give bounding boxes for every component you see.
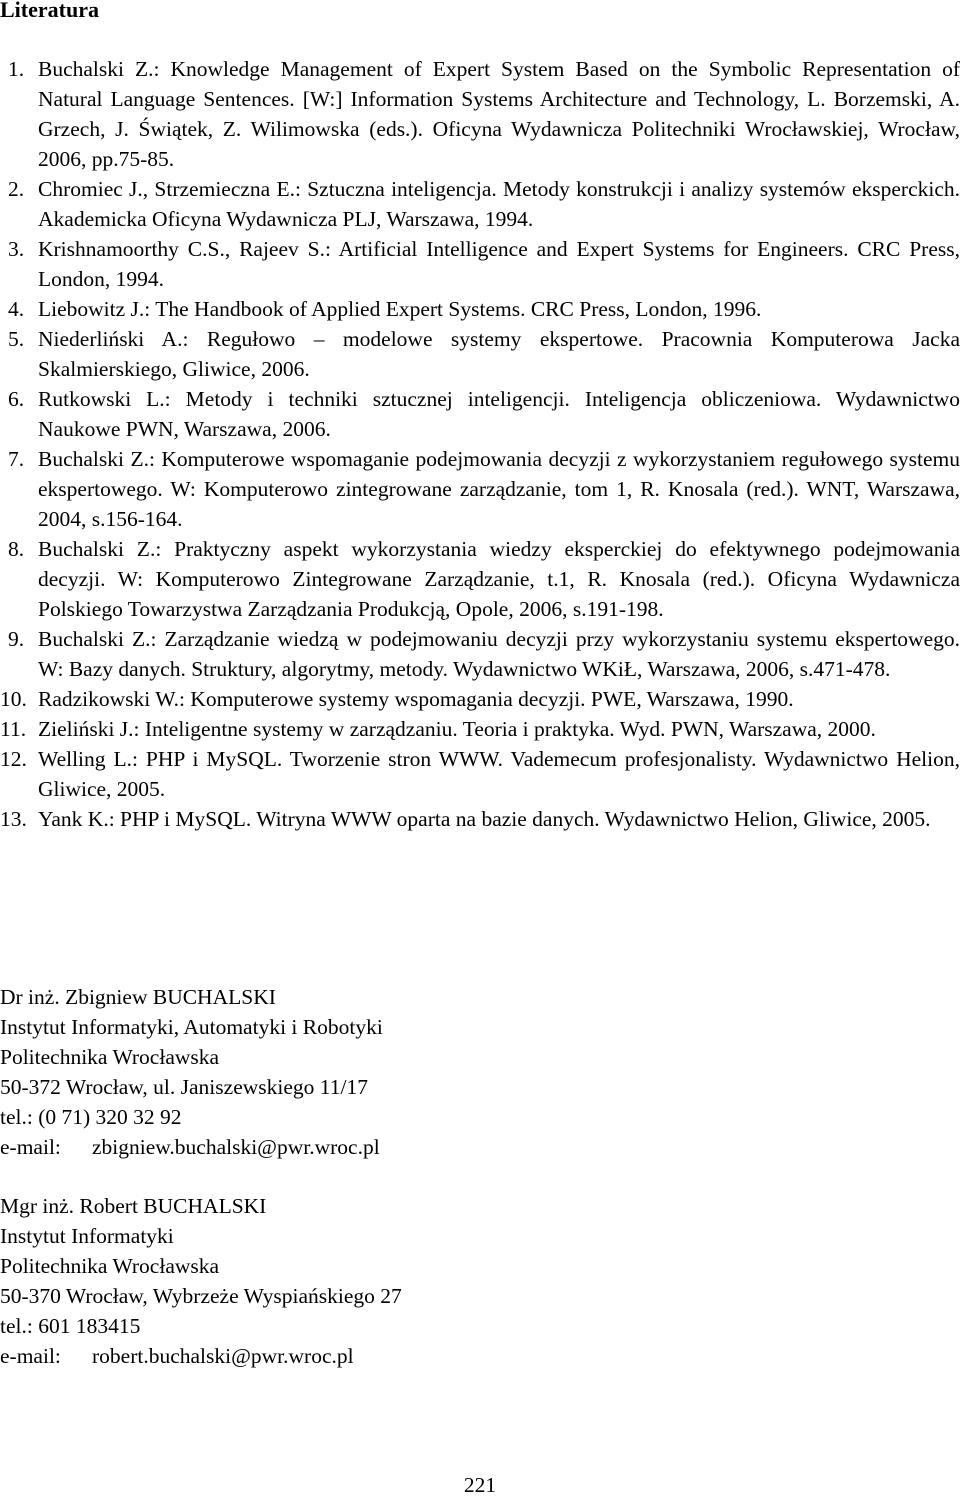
reference-number: 4.: [8, 297, 25, 321]
author-name: Mgr inż. Robert BUCHALSKI: [0, 1194, 267, 1218]
reference-text: Niederliński A.: Regułowo – modelowe systemy ekspertowe. Pracownia Komputerowa Jacka Skalmierskiego, Gliwice, 2006.: [38, 327, 960, 381]
email-label: e-mail:: [0, 1135, 61, 1159]
reference-text: Buchalski Z.: Komputerowe wspomaganie podejmowania decyzji z wykorzystaniem regułowego systemu ekspertowego. W: Komputerowo zintegrowane zarządzanie, tom 1, R. Knosala (red.). WNT, Warszawa, 2004, s.156-164.: [38, 447, 960, 531]
reference-item: [0, 684, 960, 714]
author-info-1: [0, 982, 960, 1162]
reference-text: Rutkowski L.: Metody i techniki sztucznej inteligencji. Inteligencja obliczeniowa. Wydawnictwo Naukowe PWN, Warszawa, 2006.: [38, 387, 960, 441]
author-institute: Instytut Informatyki: [0, 1224, 174, 1248]
reference-number: 11.: [0, 717, 27, 741]
reference-item: [0, 714, 960, 744]
author-address: 50-370 Wrocław, Wybrzeże Wyspiańskiego 27: [0, 1284, 402, 1308]
reference-item: [0, 294, 960, 324]
reference-number: 6.: [8, 387, 25, 411]
author-university: Politechnika Wrocławska: [0, 1045, 220, 1069]
reference-item: [0, 384, 960, 444]
reference-text: Yank K.: PHP i MySQL. Witryna WWW oparta na bazie danych. Wydawnictwo Helion, Gliwice, 2005.: [38, 807, 931, 831]
page-number: 221: [463, 1473, 497, 1497]
author-address: 50-372 Wrocław, ul. Janiszewskiego 11/17: [0, 1075, 368, 1099]
author-info-2: [0, 1191, 960, 1371]
reference-text: Liebowitz J.: The Handbook of Applied Expert Systems. CRC Press, London, 1996.: [38, 297, 762, 321]
reference-number: 9.: [8, 627, 25, 651]
author-email-line: [0, 1341, 960, 1371]
reference-text: Krishnamoorthy C.S., Rajeev S.: Artificial Intelligence and Expert Systems for Engineers. CRC Press, London, 1994.: [38, 237, 960, 291]
reference-text: Welling L.: PHP i MySQL. Tworzenie stron WWW. Vademecum profesjonalisty. Wydawnictwo Helion, Gliwice, 2005.: [38, 747, 960, 801]
reference-list: [0, 54, 960, 834]
reference-text: Buchalski Z.: Knowledge Management of Expert System Based on the Symbolic Representation of Natural Language Sentences. [W:] Information Systems Architecture and Technology, L. Borzemski, A. Grzech, J. Świątek, Z. Wilimowska (eds.). Oficyna Wydawnicza Politechniki Wrocławskiej, Wrocław, 2006, pp.75-85.: [38, 57, 960, 171]
reference-item: [0, 324, 960, 384]
reference-item: [0, 744, 960, 804]
reference-item: [0, 174, 960, 234]
reference-number: 10.: [0, 687, 27, 711]
reference-item: [0, 234, 960, 294]
reference-text: Radzikowski W.: Komputerowe systemy wspomagania decyzji. PWE, Warszawa, 1990.: [38, 687, 794, 711]
reference-number: 12.: [0, 747, 27, 771]
reference-number: 7.: [8, 447, 25, 471]
reference-item: [0, 54, 960, 174]
reference-text: Zieliński J.: Inteligentne systemy w zarządzaniu. Teoria i praktyka. Wyd. PWN, Warszawa, 2000.: [38, 717, 876, 741]
author-email: robert.buchalski@pwr.wroc.pl: [92, 1344, 354, 1368]
author-university: Politechnika Wrocławska: [0, 1254, 220, 1278]
reference-text: Buchalski Z.: Zarządzanie wiedzą w podejmowaniu decyzji przy wykorzystaniu systemu ekspertowego. W: Bazy danych. Struktury, algorytmy, metody. Wydawnictwo WKiŁ, Warszawa, 2006, s.471-478.: [38, 627, 960, 681]
reference-number: 3.: [8, 237, 25, 261]
reference-text: Buchalski Z.: Praktyczny aspekt wykorzystania wiedzy eksperckiej do efektywnego podejmowania decyzji. W: Komputerowo Zintegrowane Zarządzanie, t.1, R. Knosala (red.). Oficyna Wydawnicza Polskiego Towarzystwa Zarządzania Produkcją, Opole, 2006, s.191-198.: [38, 537, 960, 621]
reference-number: 13.: [0, 807, 27, 831]
section-heading: Literatura: [0, 0, 99, 22]
author-email: zbigniew.buchalski@pwr.wroc.pl: [92, 1135, 380, 1159]
reference-text: Chromiec J., Strzemieczna E.: Sztuczna inteligencja. Metody konstrukcji i analizy systemów eksperckich. Akademicka Oficyna Wydawnicza PLJ, Warszawa, 1994.: [38, 177, 960, 231]
reference-number: 1.: [8, 57, 25, 81]
reference-number: 5.: [8, 327, 25, 351]
reference-item: [0, 534, 960, 624]
author-name: Dr inż. Zbigniew BUCHALSKI: [0, 985, 276, 1009]
email-label: e-mail:: [0, 1344, 61, 1368]
author-phone: tel.: (0 71) 320 32 92: [0, 1105, 182, 1129]
reference-number: 2.: [8, 177, 25, 201]
reference-number: 8.: [8, 537, 25, 561]
author-email-line: [0, 1132, 960, 1162]
reference-item: [0, 624, 960, 684]
reference-item: [0, 804, 960, 834]
author-phone: tel.: 601 183415: [0, 1314, 141, 1338]
reference-item: [0, 444, 960, 534]
author-institute: Instytut Informatyki, Automatyki i Robotyki: [0, 1015, 383, 1039]
